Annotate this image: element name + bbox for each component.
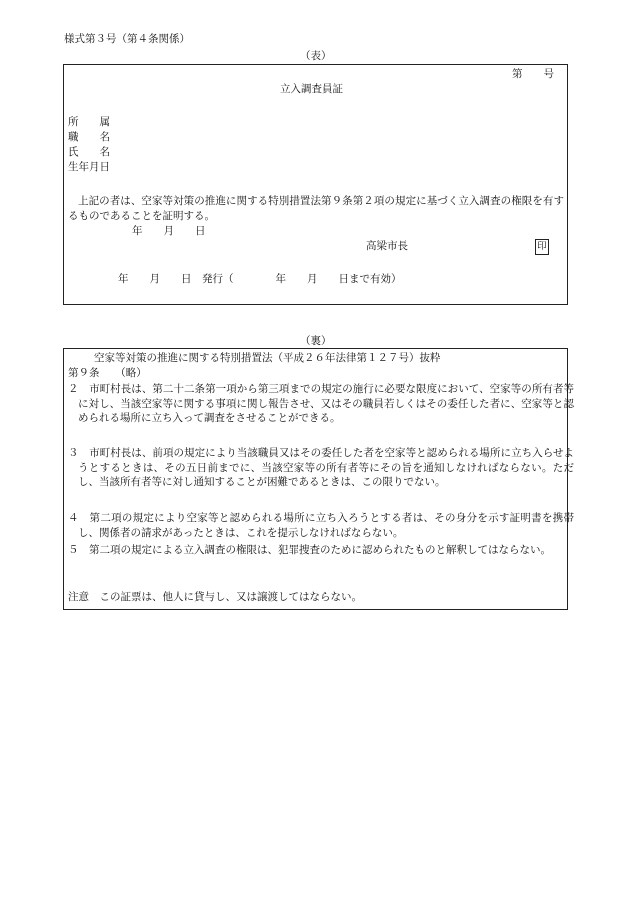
issue-validity-line: 年 月 日 発行（ 年 月 日まで有効） <box>118 273 402 285</box>
paragraph-5: ５ 第二項の規定による立入調査の権限は、犯罪捜査のために認められたものと解釈してはならない。 <box>68 544 551 556</box>
form-title: 様式第３号（第４条関係） <box>64 33 190 45</box>
certification-date: 年 月 日 <box>132 225 206 237</box>
front-heading: （表） <box>300 50 332 62</box>
law-title: 空家等対策の推進に関する特別措置法（平成２６年法律第１２７号）抜粋 <box>94 352 441 364</box>
certification-text: 上記の者は、空家等対策の推進に関する特別措置法第９条第２項の規定に基づく立入調査の権限を有するものであることを証明する。 <box>68 195 564 222</box>
article-9: 第９条 （略） <box>68 367 147 379</box>
field-name: 氏 名 <box>68 146 110 158</box>
front-card-frame <box>63 64 568 305</box>
number-label: 第 号 <box>512 68 554 80</box>
seal-stamp: 印 <box>535 239 549 255</box>
paragraph-3: ３ 市町村長は、前項の規定により当該職員又はその委任した者を空家等と認められる場所に立ち入らせようとするときは、その五日前までに、当該空家等の所有者等にその旨を通知しなければならない。ただし、当該所有者等に対し通知することが困難であるときは、この限りでない。 <box>68 447 574 489</box>
usage-note: 注意 この証票は、他人に貸与し、又は譲渡してはならない。 <box>68 591 362 603</box>
back-heading: （裏） <box>300 335 332 347</box>
field-affiliation: 所 属 <box>68 116 110 128</box>
field-position: 職 名 <box>68 131 110 143</box>
issuer-name: 高梁市長 <box>366 240 408 252</box>
paragraph-4: ４ 第二項の規定により空家等と認められる場所に立ち入ろうとする者は、その身分を示す証明書を携帯し、関係者の請求があったときは、これを提示しなければならない。 <box>68 512 574 539</box>
field-birthdate: 生年月日 <box>68 161 110 173</box>
card-title: 立入調査員証 <box>280 83 343 95</box>
paragraph-2: ２ 市町村長は、第二十二条第一項から第三項までの規定の施行に必要な限度において、空家等の所有者等に対し、当該空家等に関する事項に関し報告させ、又はその職員若しくはその委任した者に、空家等と認められる場所に立ち入って調査をさせることができる。 <box>68 383 574 425</box>
